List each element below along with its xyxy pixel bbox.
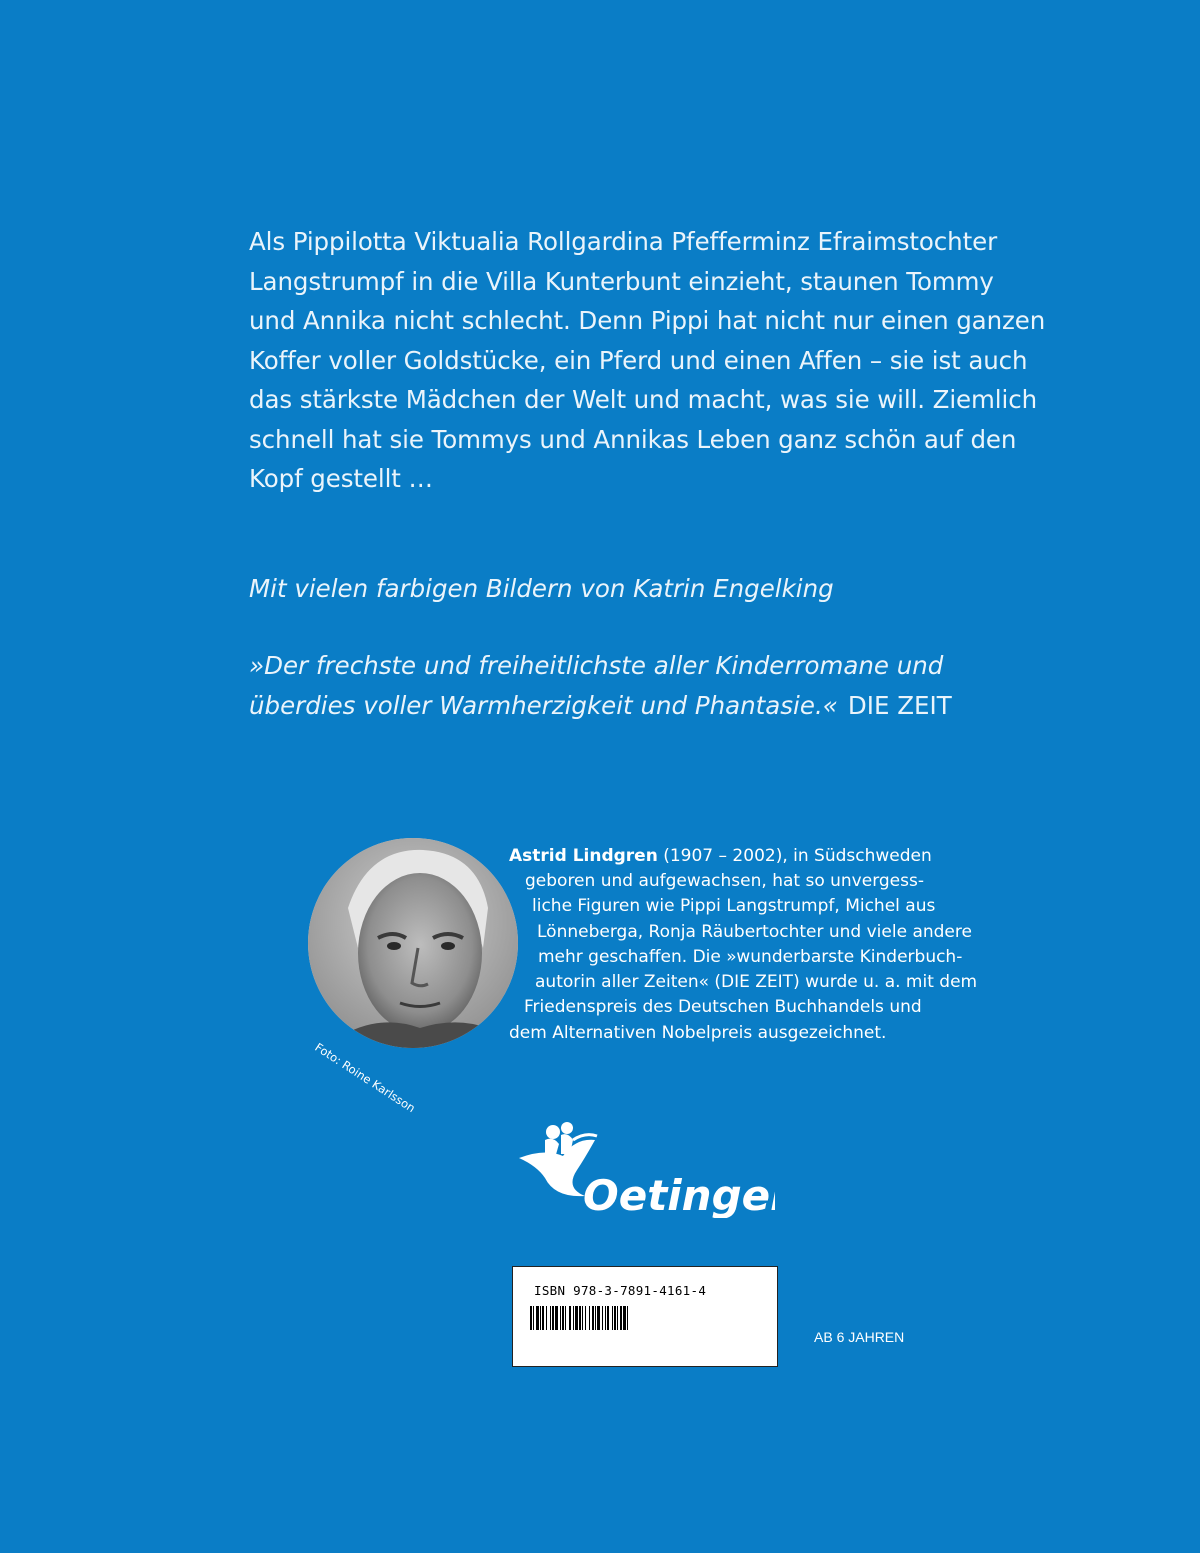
barcode-icon — [530, 1306, 702, 1330]
blurb-line: das stärkste Mädchen der Welt und macht, was sie will. Ziemlich — [249, 385, 1038, 414]
blurb-line: Koffer voller Goldstücke, ein Pferd und einen Affen – sie ist auch — [249, 345, 1028, 375]
age-recommendation: AB 6 JAHREN — [814, 1329, 905, 1345]
quote-line — [249, 686, 1069, 726]
author-name: Astrid Lindgren — [509, 846, 658, 866]
bio-line: mehr geschaffen. Die »wunderbarste Kinderbuch- — [538, 947, 963, 967]
bio-line: autorin aller Zeiten« (DIE ZEIT) wurde u. a. mit dem — [535, 972, 978, 992]
author-portrait — [308, 838, 518, 1048]
publisher-name: Oetinger — [583, 1171, 775, 1218]
quote-line: »Der frechste und freiheitlichste aller Kinderromane und — [249, 651, 944, 680]
bio-line: dem Alternativen Nobelpreis ausgezeichnet. — [509, 1023, 887, 1043]
bio-line: liche Figuren wie Pippi Langstrumpf, Michel aus — [532, 896, 936, 916]
isbn-barcode-label — [512, 1266, 778, 1367]
bio-line-text: (1907 – 2002), in Südschweden — [657, 846, 932, 866]
blurb-line: und Annika nicht schlecht. Denn Pippi hat nicht nur einen ganzen — [249, 306, 1046, 335]
blurb-line: Kopf gestellt … — [249, 464, 433, 493]
blurb-line: Langstrumpf in die Villa Kunterbunt einzieht, staunen Tommy — [249, 266, 994, 296]
bio-line: Friedenspreis des Deutschen Buchhandels und — [524, 997, 922, 1017]
blurb-line: schnell hat sie Tommys und Annikas Leben ganz schön auf den — [249, 424, 1017, 454]
blurb-text — [249, 222, 1049, 499]
isbn-number: ISBN 978-3-7891-4161-4 — [534, 1283, 707, 1298]
photo-credit: Foto: Roine Karlsson — [312, 1040, 418, 1116]
bio-line — [509, 844, 932, 869]
blurb-line: Als Pippilotta Viktualia Rollgardina Pfefferminz Efraimstochter — [249, 227, 998, 256]
bio-line: geboren und aufgewachsen, hat so unvergess- — [525, 871, 924, 891]
publisher-logo — [515, 1118, 775, 1218]
quote-source: DIE ZEIT — [847, 690, 952, 720]
illustrations-note: Mit vielen farbigen Bildern von Katrin Engelking — [249, 574, 834, 603]
quote-line-text: überdies voller Warmherzigkeit und Phantasie.« — [249, 690, 838, 720]
bio-line: Lönneberga, Ronja Räubertochter und viele andere — [537, 922, 972, 942]
author-photo — [308, 838, 518, 1048]
press-quote — [249, 646, 1069, 725]
bird-logo-icon — [515, 1118, 775, 1218]
